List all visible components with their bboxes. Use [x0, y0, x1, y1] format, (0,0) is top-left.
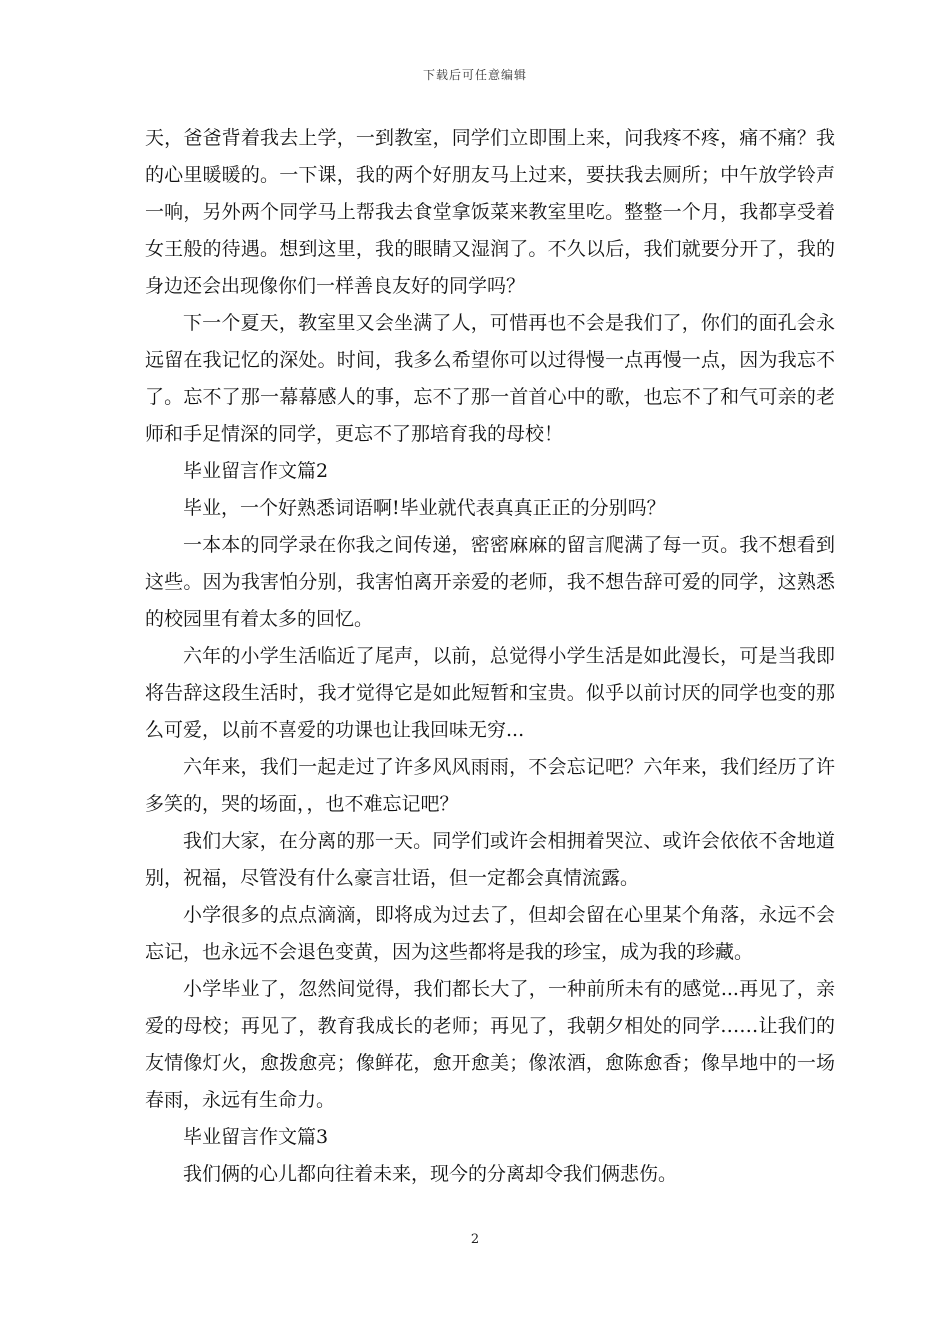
paragraph: 小学毕业了，忽然间觉得，我们都长大了，一种前所未有的感觉...再见了，亲爱的母校；再见了，教育我成长的老师；再见了，我朝夕相处的同学……让我们的友情像灯火，愈拨愈亮；像鲜花，愈开愈美；像浓酒，愈陈愈香；像旱地中的一场春雨，永远有生命力。	[145, 978, 835, 1111]
paragraph: 我们俩的心儿都向往着未来，现今的分离却令我们俩悲伤。	[183, 1163, 678, 1185]
paragraph: 六年来，我们一起走过了许多风风雨雨，不会忘记吧？六年来，我们经历了许多笑的，哭的场面，，也不难忘记吧？	[145, 756, 835, 815]
paragraph: 下一个夏天，教室里又会坐满了人，可惜再也不会是我们了，你们的面孔会永远留在我记忆的深处。时间，我多么希望你可以过得慢一点再慢一点，因为我忘不了。忘不了那一幕幕感人的事，忘不了那一首首心中的歌，也忘不了和气可亲的老师和手足情深的同学，更忘不了那培育我的母校！	[145, 312, 835, 445]
document-body	[145, 120, 835, 1193]
page-number: 2	[470, 1232, 480, 1247]
paragraph: 小学很多的点点滴滴，即将成为过去了，但却会留在心里某个角落，永远不会忘记，也永远不会退色变黄，因为这些都将是我的珍宝，成为我的珍藏。	[145, 904, 835, 963]
paragraph: 我们大家，在分离的那一天。同学们或许会相拥着哭泣、或许会依依不舍地道别，祝福，尽管没有什么豪言壮语，但一定都会真情流露。	[145, 830, 835, 889]
paragraph: 毕业，一个好熟悉词语啊!毕业就代表真真正正的分别吗？	[183, 497, 666, 519]
paragraph: 一本本的同学录在你我之间传递，密密麻麻的留言爬满了每一页。我不想看到这些。因为我害怕分别，我害怕离开亲爱的老师，我不想告辞可爱的同学，这熟悉的校园里有着太多的回忆。	[145, 534, 835, 630]
section-heading: 毕业留言作文篇2	[183, 460, 329, 482]
paragraph: 六年的小学生活临近了尾声，以前，总觉得小学生活是如此漫长，可是当我即将告辞这段生活时，我才觉得它是如此短暂和宝贵。似乎以前讨厌的同学也变的那么可爱，以前不喜爱的功课也让我回味无穷...	[145, 645, 835, 741]
paragraph: 天，爸爸背着我去上学，一到教室，同学们立即围上来，问我疼不疼，痛不痛？我的心里暖暖的。一下课，我的两个好朋友马上过来，要扶我去厕所；中午放学铃声一响，另外两个同学马上帮我去食堂拿饭菜来教室里吃。整整一个月，我都享受着女王般的待遇。想到这里，我的眼睛又湿润了。不久以后，我们就要分开了，我的身边还会出现像你们一样善良友好的同学吗？	[145, 127, 835, 297]
section-heading: 毕业留言作文篇3	[183, 1126, 329, 1148]
page-header: 下载后可任意编辑	[422, 68, 527, 82]
